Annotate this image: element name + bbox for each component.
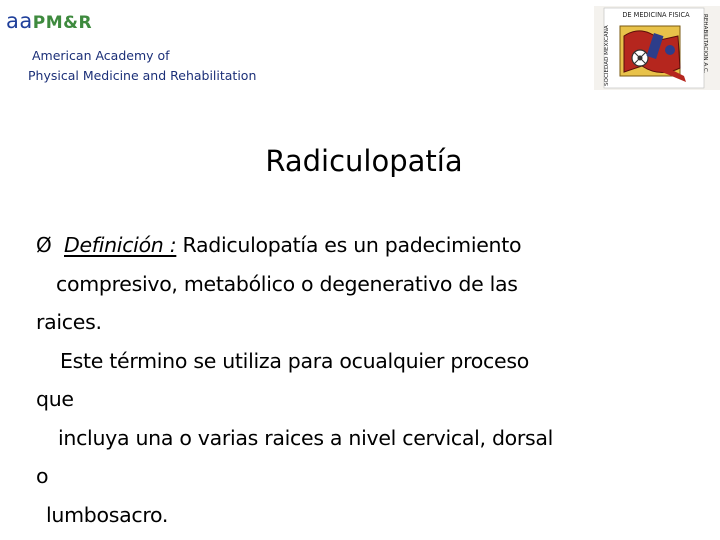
definition-text-1: Radiculopatía es un padecimiento bbox=[176, 233, 522, 257]
seal-left-text: SOCIEDAD MEXICANA bbox=[604, 25, 610, 86]
definition-line-8: lumbosacro. bbox=[46, 502, 169, 527]
society-seal-logo bbox=[594, 6, 720, 90]
seal-right-text: REHABILITACION A.C. bbox=[702, 14, 708, 74]
seal-emblem bbox=[620, 26, 686, 82]
aapmr-logo-mark bbox=[6, 8, 306, 36]
definition-line-6: incluya una o varias raices a nivel cervical, dorsal bbox=[58, 425, 554, 450]
definition-line-4: Este término se utiliza para ocualquier proceso bbox=[60, 348, 529, 373]
logo-pmr-text: PM&R bbox=[32, 13, 93, 33]
definition-line-1 bbox=[36, 226, 720, 265]
slide-title: Radiculopatía bbox=[265, 144, 463, 178]
aapmr-logo bbox=[6, 8, 306, 86]
org-name-line-1: American Academy of bbox=[32, 48, 170, 63]
definition-term: Definición : bbox=[64, 233, 177, 257]
definition-line-7: o bbox=[36, 464, 49, 488]
definition-line-5: que bbox=[36, 387, 74, 411]
definition-line-3: raices. bbox=[36, 310, 102, 334]
org-name-line-2: Physical Medicine and Rehabilitation bbox=[28, 68, 257, 83]
definition-line-2: compresivo, metabólico o degenerativo de las bbox=[56, 271, 518, 296]
definition-paragraph bbox=[36, 226, 720, 534]
arrow-bullet-icon: Ø bbox=[36, 233, 52, 257]
seal-top-text: DE MEDICINA FISICA bbox=[622, 11, 690, 19]
logo-aa-text: aa bbox=[6, 9, 33, 33]
